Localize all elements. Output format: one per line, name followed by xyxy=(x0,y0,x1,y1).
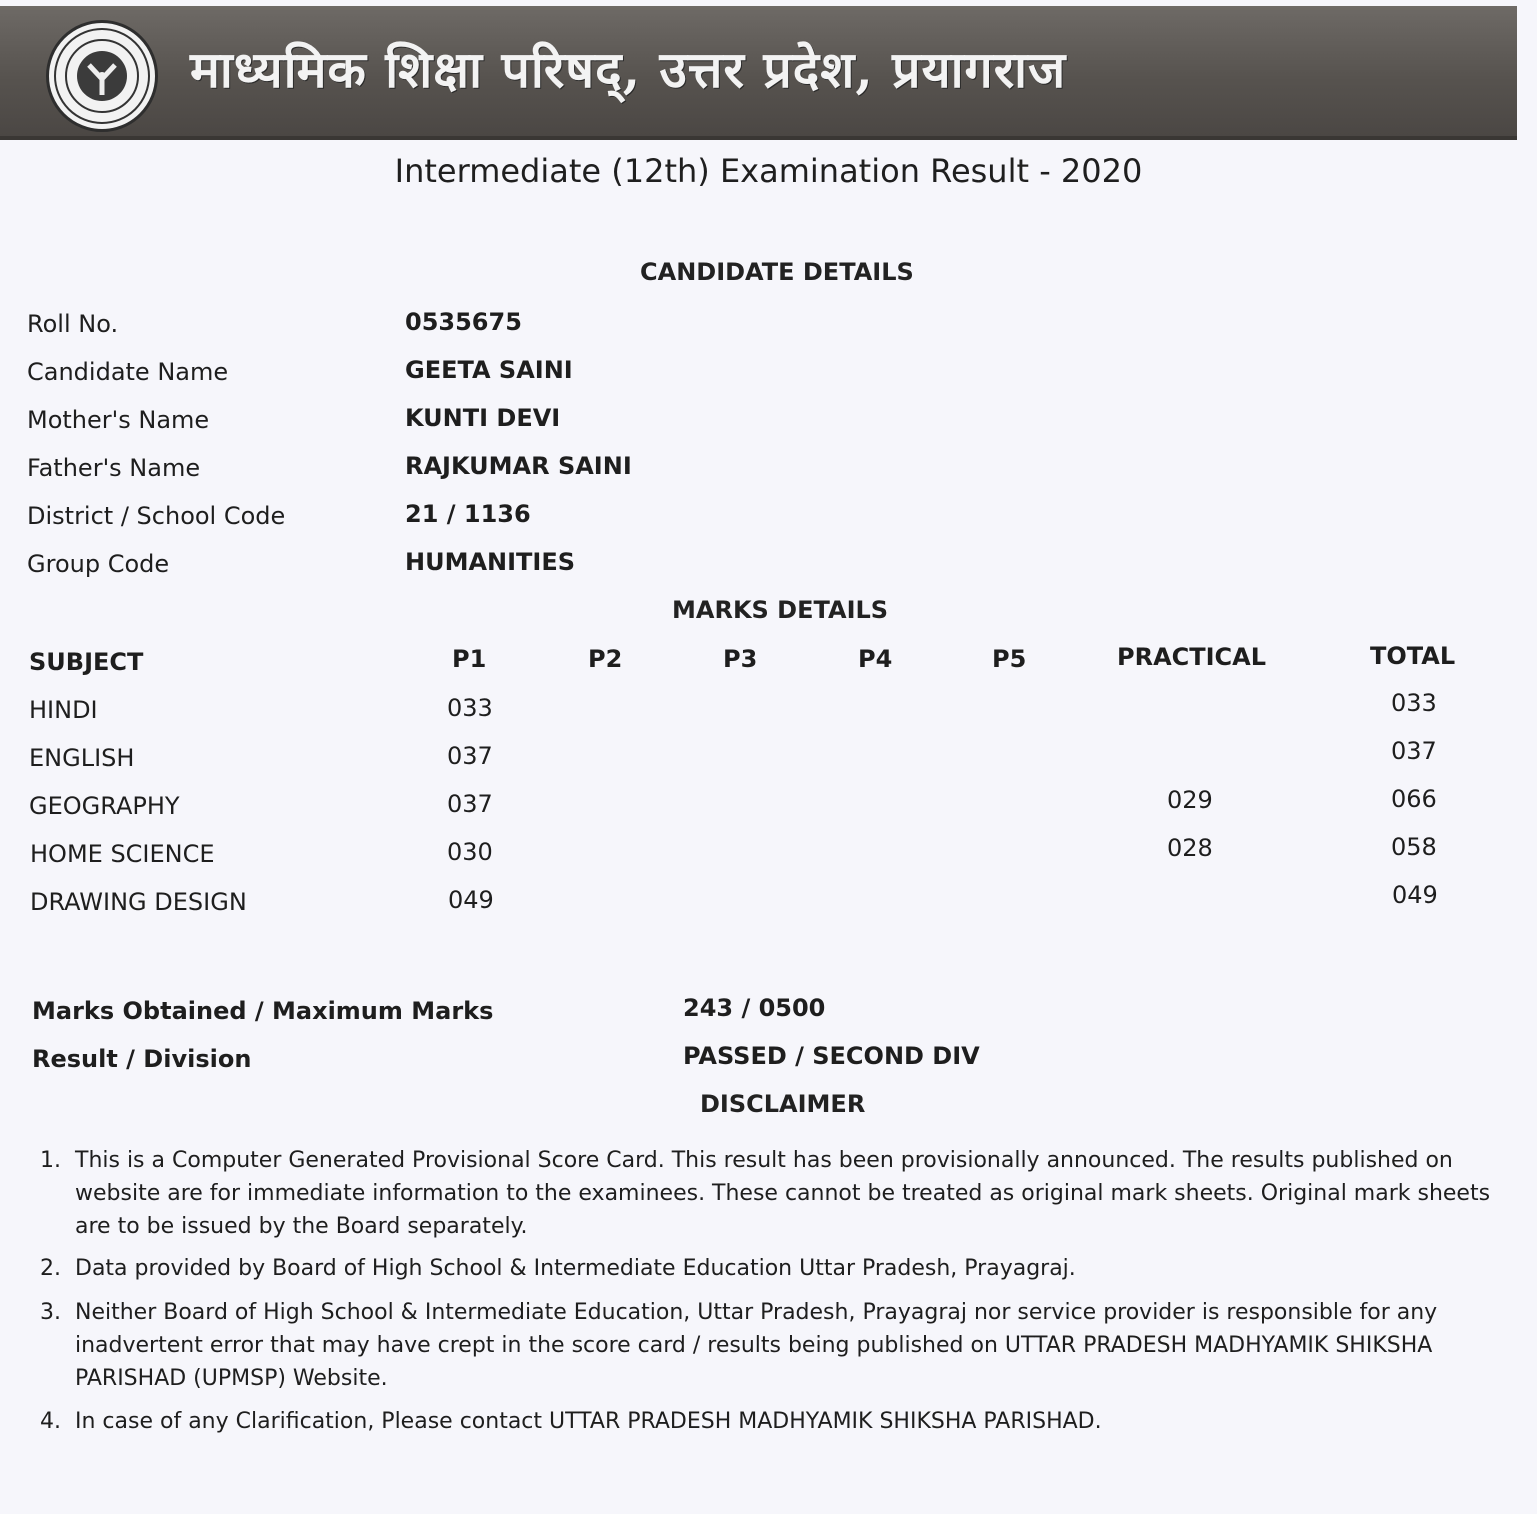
district-school-code-label: District / School Code xyxy=(27,502,286,530)
marks-obtained-value: 243 / 0500 xyxy=(683,994,826,1022)
practical-cell: 029 xyxy=(1167,786,1213,814)
result-division-label: Result / Division xyxy=(32,1045,252,1073)
disclaimer-item xyxy=(40,1144,1520,1243)
exam-title: Intermediate (12th) Examination Result - 2020 xyxy=(394,152,1143,190)
roll-no-label: Roll No. xyxy=(27,310,119,338)
district-school-code-value: 21 / 1136 xyxy=(405,500,531,528)
result-division-value: PASSED / SECOND DIV xyxy=(683,1042,980,1070)
subject-cell: ENGLISH xyxy=(29,744,135,772)
marks-details-heading: MARKS DETAILS xyxy=(672,596,889,624)
p1-cell: 049 xyxy=(448,886,494,914)
disclaimer-item xyxy=(40,1252,1520,1285)
total-cell: 066 xyxy=(1391,785,1437,813)
disclaimer-heading: DISCLAIMER xyxy=(700,1090,866,1118)
column-header-practical: PRACTICAL xyxy=(1117,643,1267,671)
father-name-value: RAJKUMAR SAINI xyxy=(405,452,632,480)
p1-cell: 037 xyxy=(447,790,493,818)
disclaimer-item-text: Data provided by Board of High School & Intermediate Education Uttar Pradesh, Prayagraj. xyxy=(75,1256,1076,1281)
column-header-p4: P4 xyxy=(858,645,893,673)
header-banner xyxy=(0,6,1517,140)
column-header-p2: P2 xyxy=(588,645,623,673)
total-cell: 058 xyxy=(1391,833,1437,861)
roll-no-value: 0535675 xyxy=(405,308,522,336)
disclaimer-item-text: This is a Computer Generated Provisional Score Card. This result has been provisionally announced. The results published on website are for immediate information to the examinees. These cannot be treated as original mark sheets. Original mark sheets are to be issued by the Board separately. xyxy=(75,1148,1491,1239)
p1-cell: 037 xyxy=(447,742,493,770)
column-header-subject: SUBJECT xyxy=(29,648,144,676)
column-header-p3: P3 xyxy=(723,645,758,673)
up-government-emblem-icon xyxy=(46,20,158,132)
disclaimer-item-number: 4. xyxy=(40,1409,61,1434)
disclaimer-item-number: 2. xyxy=(40,1256,61,1281)
subject-cell: GEOGRAPHY xyxy=(29,792,180,820)
disclaimer-item-text: Neither Board of High School & Intermediate Education, Uttar Pradesh, Prayagraj nor service provider is responsible for any inadvertent error that may have crept in the score card / results being published on UTTAR PRADESH MADHYAMIK SHIKSHA PARISHAD (UPMSP) Website. xyxy=(75,1300,1438,1391)
mother-name-label: Mother's Name xyxy=(27,406,210,434)
column-header-total: TOTAL xyxy=(1370,642,1456,670)
subject-cell: HINDI xyxy=(29,696,98,724)
disclaimer-item-text: In case of any Clarification, Please contact UTTAR PRADESH MADHYAMIK SHIKSHA PARISHAD. xyxy=(75,1409,1102,1434)
total-cell: 049 xyxy=(1392,881,1438,909)
disclaimer-item xyxy=(40,1405,1520,1438)
subject-cell: DRAWING DESIGN xyxy=(30,888,247,916)
subject-cell: HOME SCIENCE xyxy=(30,840,215,868)
disclaimer-item-number: 3. xyxy=(40,1300,61,1325)
total-cell: 033 xyxy=(1391,689,1437,717)
mother-name-value: KUNTI DEVI xyxy=(405,404,561,432)
father-name-label: Father's Name xyxy=(27,454,201,482)
p1-cell: 030 xyxy=(447,838,493,866)
total-cell: 037 xyxy=(1391,737,1437,765)
marks-obtained-label: Marks Obtained / Maximum Marks xyxy=(32,997,494,1025)
group-code-label: Group Code xyxy=(27,550,170,578)
group-code-value: HUMANITIES xyxy=(405,548,576,576)
disclaimer-item-number: 1. xyxy=(40,1148,61,1173)
candidate-name-label: Candidate Name xyxy=(27,358,229,386)
board-title: माध्यमिक शिक्षा परिषद्, उत्तर प्रदेश, प्रयागराज xyxy=(190,40,1067,99)
candidate-details-heading: CANDIDATE DETAILS xyxy=(640,258,914,286)
candidate-name-value: GEETA SAINI xyxy=(405,356,573,384)
practical-cell: 028 xyxy=(1167,834,1213,862)
disclaimer-item xyxy=(40,1296,1520,1395)
column-header-p5: P5 xyxy=(992,645,1027,673)
p1-cell: 033 xyxy=(447,694,493,722)
column-header-p1: P1 xyxy=(452,645,487,673)
